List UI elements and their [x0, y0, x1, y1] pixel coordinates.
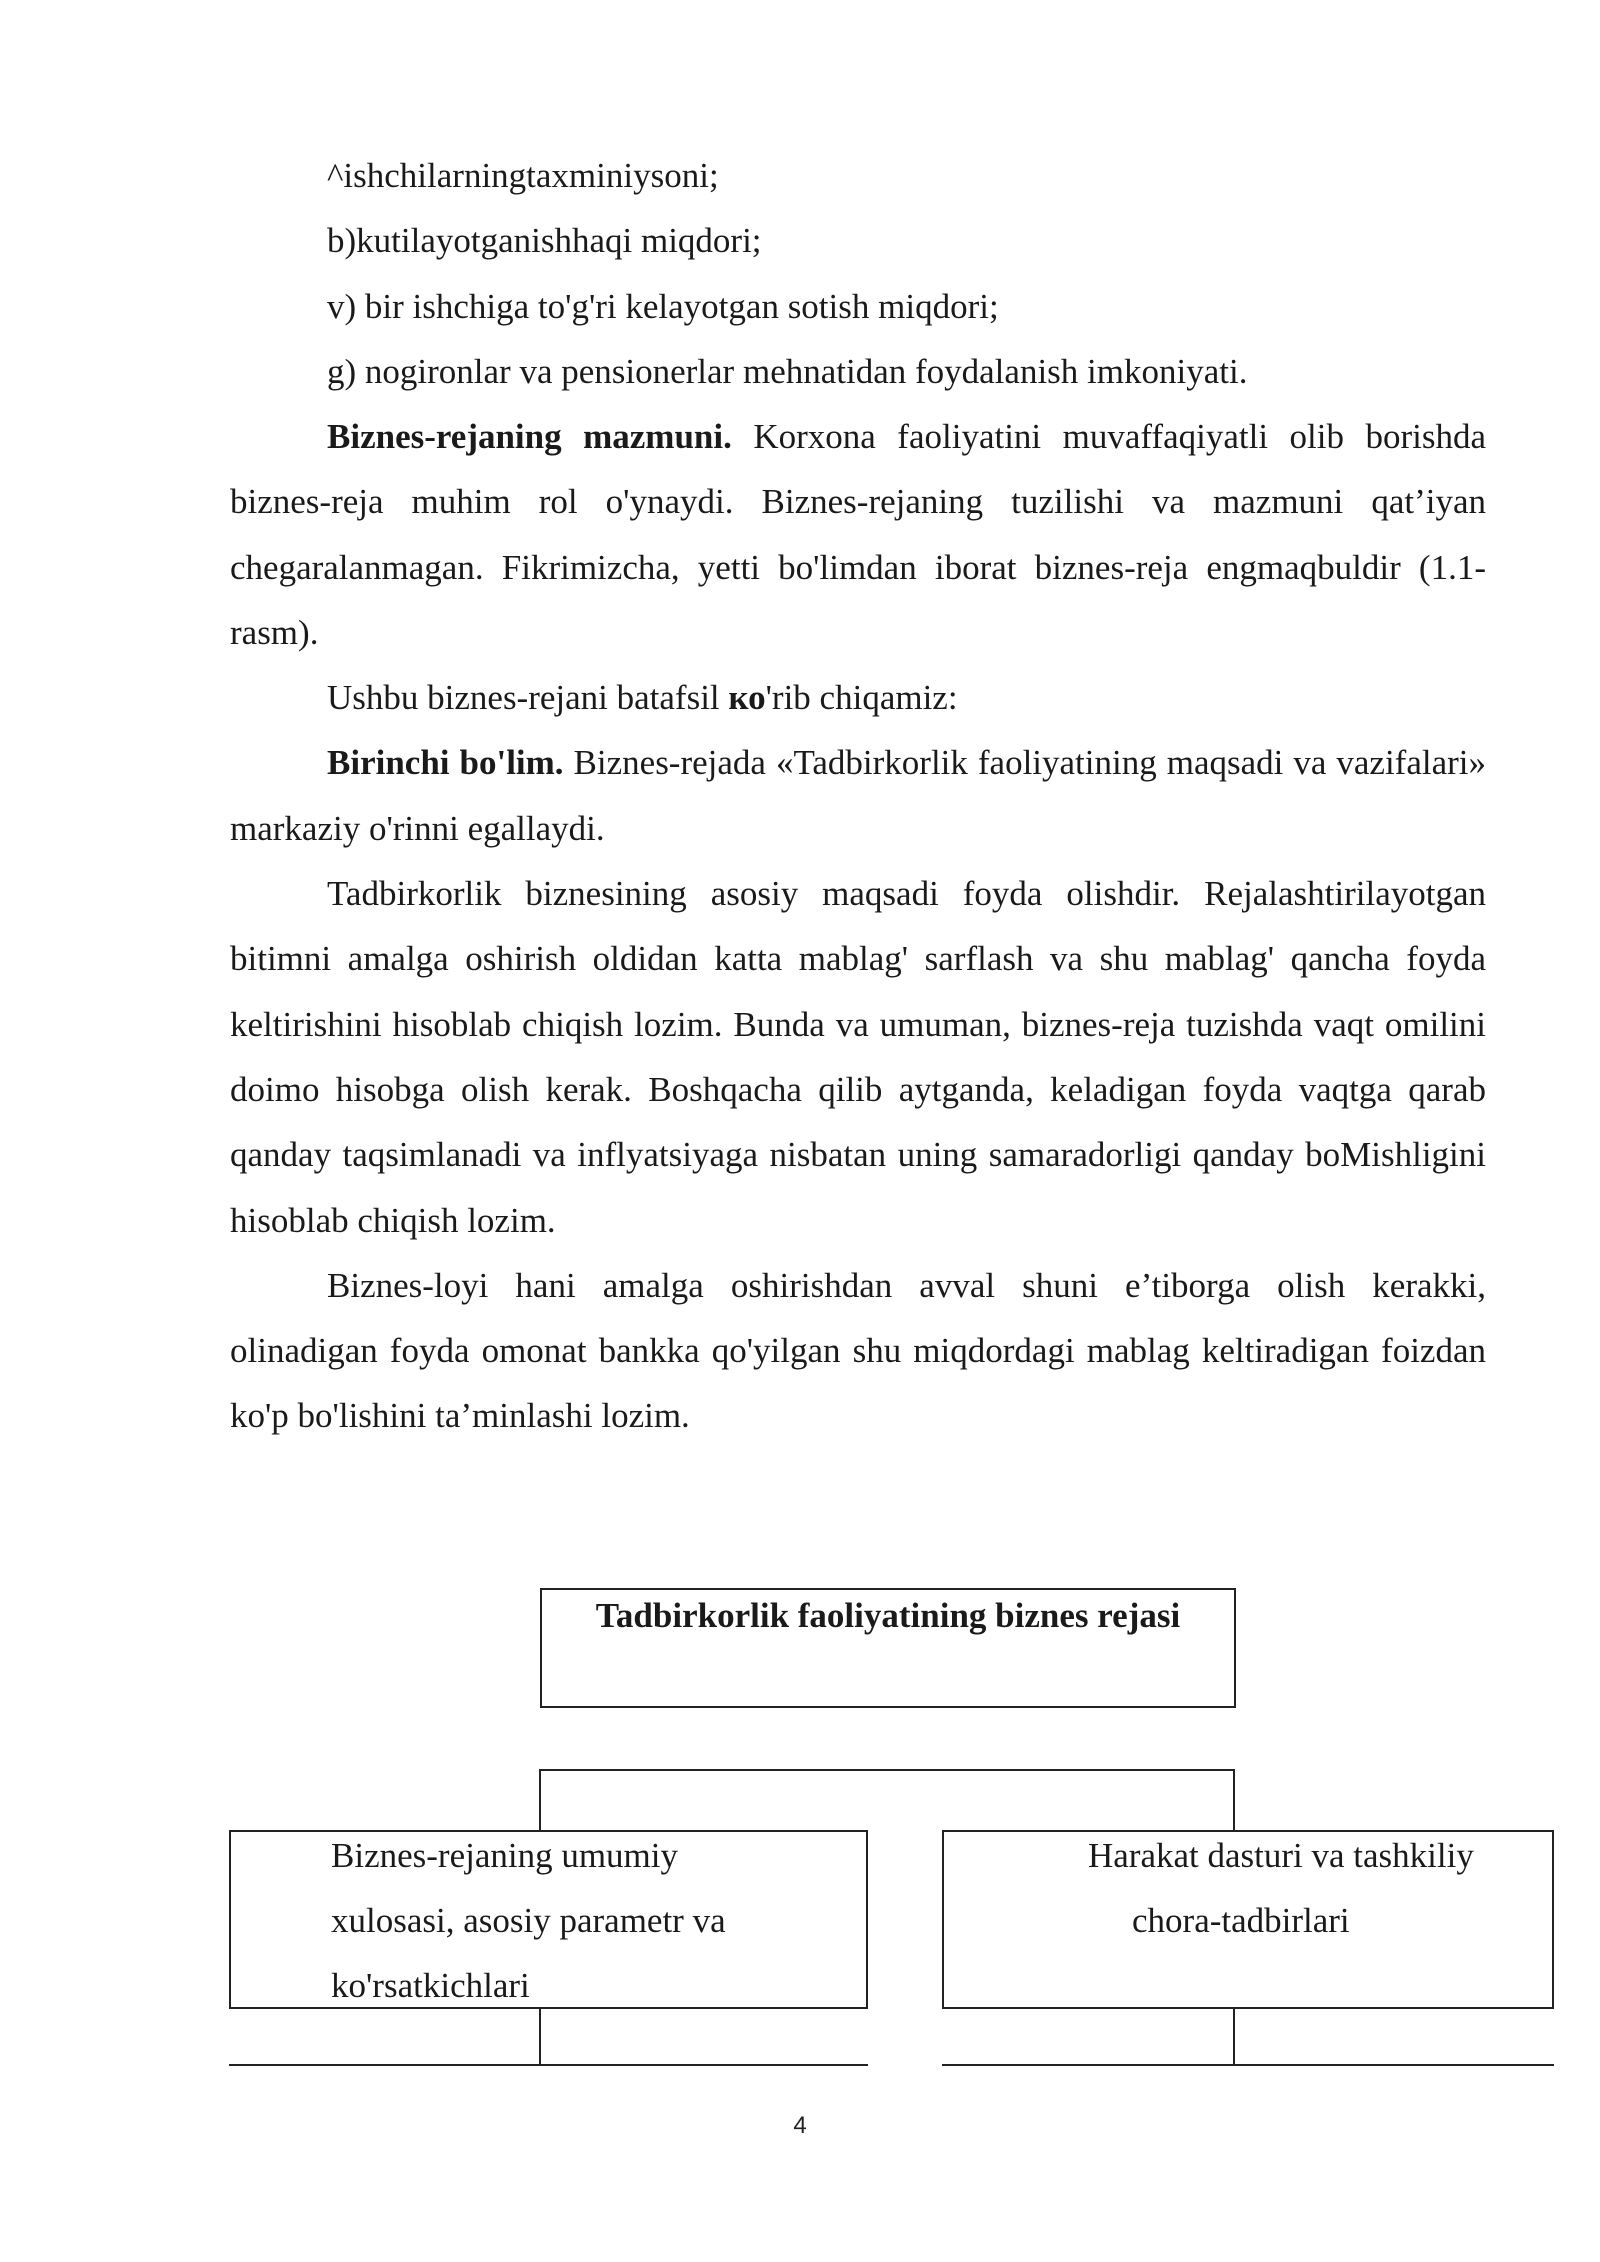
connector-right-down: [1233, 2008, 1235, 2066]
paragraph-loyiha: Biznes-loyi hani amalga oshirishdan avval shuni e’tiborga olish kerakki, olinadigan foyda omonat bankka qo'yilgan shu miqdordagi mablag keltiradigan foizdan ko'p bo'lishini ta’minlashi lozim.: [230, 1265, 1486, 1436]
connector-left-up: [539, 1769, 541, 1831]
diagram-left-box: [229, 1830, 868, 2009]
batafsil-before: Ushbu biznes-rejani batafsil: [327, 678, 729, 718]
paragraph-birinchi: [230, 730, 1486, 861]
list-item-v: v) bir ishchiga to'g'ri kelayotgan sotish miqdori;: [327, 286, 999, 326]
heading-birinchi: Birinchi bo'lim.: [327, 743, 564, 783]
connector-left-down: [539, 2008, 541, 2066]
batafsil-bold: ко: [728, 678, 766, 718]
list-item-b: b)kutilayotganishhaqi miqdori;: [327, 221, 762, 261]
diagram-top-box: [540, 1588, 1236, 1708]
body-text: [230, 404, 1486, 1449]
connector-right-up: [1233, 1769, 1235, 1831]
diagram-right-label: Harakat dasturi va tashkiliy chora-tadbirlari: [1088, 1836, 1474, 1940]
diagram-right-box: [942, 1830, 1554, 2009]
paragraph-maqsad: Tadbirkorlik biznesining asosiy maqsadi foyda olishdir. Rejalashtirilayotgan bitimni amalga oshirish oldidan katta mablag' sarflash va shu mablag' qancha foyda keltirishini hisoblab chiqish lozim. Bunda va umuman, biznes-reja tuzishda vaqt omilini doimo hisobga olish kerak. Boshqacha qilib aytganda, keladigan foyda vaqtga qarab qanday taqsimlanadi va inflyatsiyaga nisbatan uning samaradorligi qanday boMishligini hisoblab chiqish lozim.: [230, 874, 1486, 1240]
diagram-top-label: Tadbirkorlik faoliyatining biznes rejasi: [595, 1596, 1181, 1635]
batafsil-after: 'rib chiqamiz:: [765, 678, 958, 718]
list-item-g: g) nogironlar va pensionerlar mehnatidan foydalanish imkoniyati.: [327, 351, 1248, 391]
paragraph-mazmuni: [230, 404, 1486, 665]
list-item-a: ^ishchilarningtaxminiysoni;: [327, 156, 719, 195]
diagram-left-label: Biznes-rejaning umumiy xulosasi, asosiy parametr va ko'rsatkichlari: [331, 1836, 726, 2005]
bottom-rule-left: [229, 2064, 868, 2066]
paragraph-mazmuni-text: Korxona faoliyatini muvaffaqiyatli olib borishda biznes-reja muhim rol o'ynaydi. Biznes-rejaning tuzilishi va mazmuni qat’iyan chegaralanmagan. Fikrimizcha, yetti bo'limdan iborat biznes-reja engmaqbuldir (1.1-rasm).: [230, 417, 1486, 652]
connector-bar: [539, 1769, 1235, 1771]
heading-mazmuni: Biznes-rejaning mazmuni.: [327, 417, 732, 456]
page-number: 4: [793, 2112, 807, 2139]
paragraph-birinchi-text: Biznes-rejada «Tadbirkorlik faoliyatining maqsadi va vazifalari» markaziy o'rinni egallaydi.: [230, 743, 1486, 848]
bottom-rule-right: [942, 2064, 1554, 2066]
list-block: [230, 143, 1486, 404]
paragraph-batafsil: [230, 665, 1486, 730]
